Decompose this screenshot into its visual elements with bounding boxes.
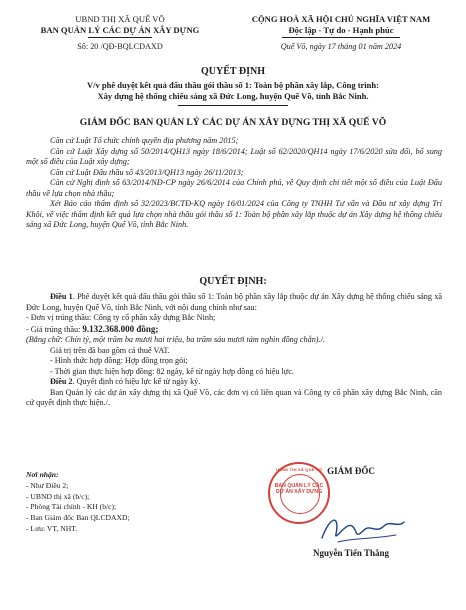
legal-basis-item: Căn cứ Luật Xây dựng số 50/2014/QH13 ngày 18/6/2014; Luật số 62/2020/QH14 ngày 17/6/2020 sửa đổi, bổ sung một số điều của Luật xây dựng;: [26, 146, 442, 166]
legal-basis-item: Căn cứ Luật Đấu thầu số 43/2013/QH13 ngày 26/11/2013;: [50, 167, 244, 177]
recipient-item: - Ban Giám đốc Ban QLCDAXD;: [26, 513, 130, 523]
issuer-org: BAN QUẢN LÝ CÁC DỰ ÁN XÂY DỰNG: [40, 25, 200, 35]
article-1-label: Điều 1: [50, 292, 73, 301]
recipient-item: - UBND thị xã (b/c);: [26, 491, 90, 501]
seal-center-text: BAN QUẢN LÝ CÁC DỰ ÁN XÂY DỰNG: [274, 483, 324, 495]
signer-name: Nguyễn Tiến Thắng: [312, 548, 390, 558]
legal-bases: [26, 136, 442, 231]
signer-title: GIÁM ĐỐC: [327, 466, 375, 476]
issue-date: Quế Võ, ngày 17 tháng 01 năm 2024: [280, 42, 402, 51]
issuer-parent-org: UBND THỊ XÃ QUẾ VÕ: [75, 14, 165, 24]
national-title: CỘNG HOÀ XÃ HỘI CHỦ NGHĨA VIỆT NAM: [251, 14, 431, 24]
decision-body: [26, 292, 442, 409]
document-number: Số: 20 /QĐ-BQLCDAXD: [77, 42, 163, 51]
article-2-text: . Quyết định có hiệu lực kể từ ngày ký.: [72, 377, 201, 387]
recipient-item: - Lưu: VT, NHT.: [26, 523, 78, 533]
issuing-authority: GIÁM ĐỐC BAN QUẢN LÝ CÁC DỰ ÁN XÂY DỰNG THỊ XÃ QUẾ VÕ: [79, 117, 387, 128]
legal-basis-item: Căn cứ Nghị định số 63/2014/NĐ-CP ngày 26/6/2014 của Chính phủ, về Quy định chi tiết một số điều của Luật Đấu thầu về lựa chọn nhà thầu;: [26, 178, 442, 198]
decision-heading: QUYẾT ĐỊNH:: [199, 276, 267, 287]
legal-basis-item: Căn cứ Luật Tổ chức chính quyền địa phương năm 2015;: [50, 136, 239, 145]
recipient-item: - Như Điều 2;: [26, 480, 69, 490]
recipient-item: - Phòng Tài chính - KH (b/c);: [26, 502, 117, 512]
document-subject: [18, 80, 448, 102]
recipients-heading: Nơi nhận:: [26, 470, 59, 479]
issuer-block: [20, 14, 220, 36]
seal-ring-text: UBND THỊ XÃ QUẾ VÕ: [275, 467, 323, 472]
winning-bidder: - Đơn vị trúng thầu: Công ty cổ phần xây dựng Bắc Ninh;: [26, 313, 216, 322]
document-title: QUYẾT ĐỊNH: [201, 66, 265, 77]
contract-form: - Hình thức hợp đồng: Hợp đồng trọn gói;: [50, 356, 188, 366]
price-in-words: (Bằng chữ: Chín tỷ, một trăm ba mươi hai triệu, ba trăm sáu mươi tám nghìn đồng chẵn)./.: [26, 335, 325, 345]
issuer-underline: [88, 37, 152, 38]
national-motto: Độc lập - Tự do - Hạnh phúc: [288, 25, 394, 35]
subject-underline: [178, 105, 288, 106]
article-2-label: Điều 2: [50, 377, 73, 387]
national-header: [222, 14, 460, 36]
subject-line-2: Xây dựng hệ thống chiếu sáng xã Đức Long, huyện Quế Võ, tỉnh Bắc Ninh.: [97, 90, 369, 101]
subject-line-1: V/v phê duyệt kết quả đấu thầu gói thầu số 1: Toàn bộ phần xây lắp, Công trình:: [87, 80, 379, 90]
vat-note: Giá trị trên đã bao gồm cả thuế VAT.: [50, 345, 170, 355]
closing-clause: Ban Quản lý các dự án xây dựng thị xã Quế Võ, các đơn vị có liên quan và Công ty cổ phần xây dựng Bắc Ninh, căn cứ quyết định thực hiện./.: [26, 387, 442, 408]
article-2: [26, 377, 442, 388]
recipients-list: [26, 470, 206, 535]
legal-basis-item: Xét Báo cáo thẩm định số 32/2023/BCTĐ-KQ ngày 16/01/2024 của Công ty TNHH Tư vấn và Đầu tư xây dựng Trí Khôi, về việc thẩm định kết quả lựa chọn nhà thầu gói thầu số 1: Toàn bộ phần xây lắp thuộc dự án Xây dựng hệ thống chiếu sáng xã Đức Long, huyện Quế Võ, tỉnh Bắc Ninh.: [26, 199, 442, 229]
winning-price-value: 9.132.368.000 đồng;: [82, 323, 159, 334]
winning-price: [26, 324, 442, 336]
article-1-text: . Phê duyệt kết quả đấu thầu gói thầu số 1: Toàn bộ phần xây lắp thuộc dự án Xây dựng hệ thống chiếu sáng xã Đức Long, huyện Quế Võ, tỉnh Bắc Ninh, với nội dung chính như sau:: [26, 292, 443, 312]
motto-underline: [282, 37, 400, 38]
handwritten-signature: [318, 508, 408, 548]
contract-duration: - Thời gian thực hiện hợp đồng: 82 ngày, kể từ ngày hợp đồng có hiệu lực.: [50, 366, 294, 376]
article-1: [26, 292, 442, 313]
winning-price-label: - Giá trúng thầu:: [26, 324, 83, 334]
